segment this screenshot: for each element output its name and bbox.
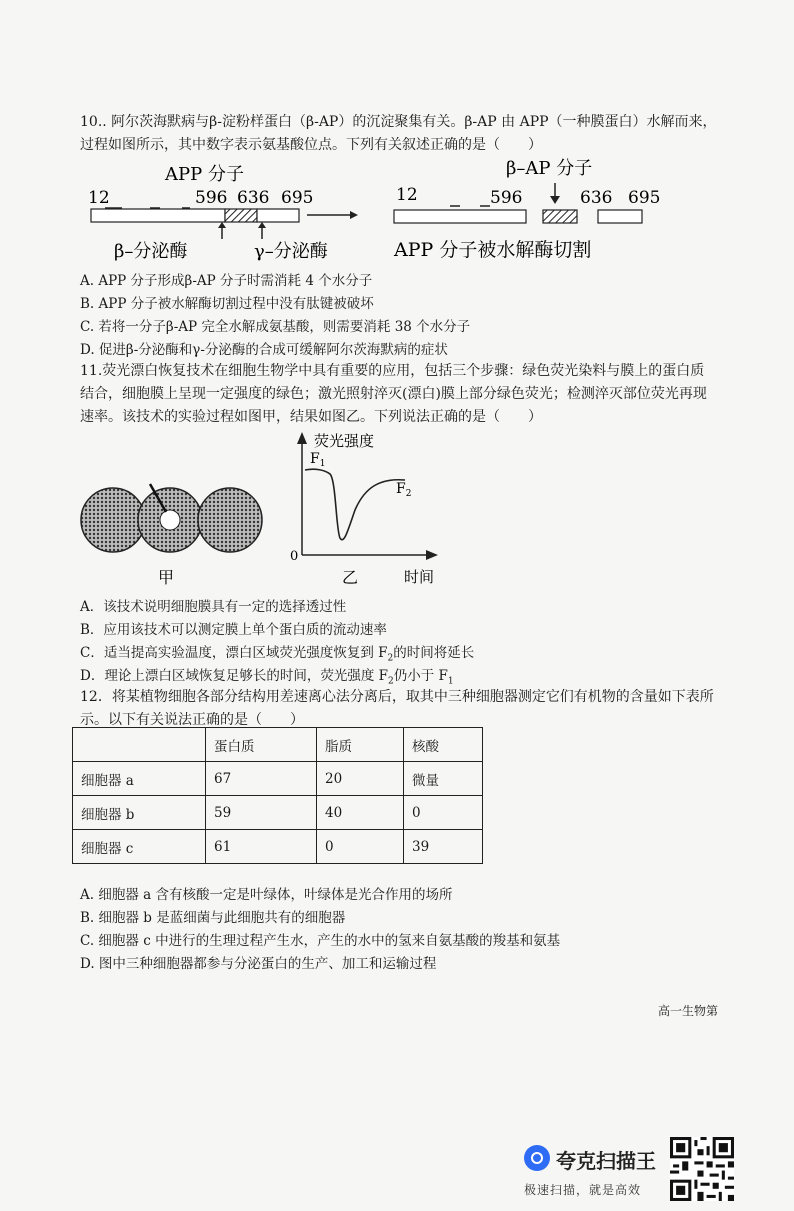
table-cell: 40	[317, 796, 404, 830]
q10-option-c: C. 若将一分子β-AP 完全水解成氨基酸，则需要消耗 38 个水分子	[80, 319, 471, 335]
x-axis-label: 时间	[404, 568, 435, 586]
q12-option-b: B. 细胞器 b 是蓝细菌与此细胞共有的细胞器	[80, 910, 346, 926]
app-segment-bap	[225, 209, 257, 222]
gamma-secretase-label: γ–分泌酶	[254, 241, 328, 262]
organelle-composition-table	[72, 727, 483, 864]
table-cell: 细胞器 a	[73, 762, 206, 796]
f1-label: $F_1$	[310, 451, 326, 469]
laser-beam	[150, 484, 166, 512]
right-site-695: 695	[628, 188, 661, 208]
table-header-row	[73, 728, 483, 762]
fragment-left	[394, 210, 526, 223]
q12-stem-line2: 示。以下有关说法正确的是（ ）	[80, 712, 304, 728]
table-header-cell	[73, 728, 206, 762]
fig-jia-label: 甲	[158, 568, 175, 587]
brand-slogan: 极速扫描，就是高效	[524, 1183, 642, 1197]
app-segment-left	[91, 209, 225, 222]
q10-option-d: D. 促进β-分泌酶和γ-分泌酶的合成可缓解阿尔茨海默病的症状	[80, 342, 448, 358]
table-cell: 67	[206, 762, 317, 796]
left-site-12: 12	[88, 188, 110, 208]
left-site-596: 596	[195, 188, 228, 208]
brand-name: 夸克扫描王	[556, 1149, 656, 1173]
table-row	[73, 796, 483, 830]
table-cell: 59	[206, 796, 317, 830]
cell-before	[81, 488, 145, 552]
bleached-spot	[160, 510, 180, 530]
cut-caption: APP 分子被水解酶切割	[394, 239, 592, 261]
left-site-636: 636	[237, 188, 270, 208]
quark-logo-icon	[524, 1145, 550, 1171]
table-row	[73, 830, 483, 864]
app-title: APP 分子	[165, 164, 244, 185]
q11-option-a: A．该技术说明细胞膜具有一定的选择透过性	[80, 599, 347, 615]
table-header-cell: 核酸	[404, 728, 483, 762]
table-cell: 61	[206, 830, 317, 864]
q10-option-a: A. APP 分子形成β-AP 分子时需消耗 4 个水分子	[80, 273, 373, 289]
table-cell: 0	[317, 830, 404, 864]
table-cell: 微量	[404, 762, 483, 796]
cell-bleached	[138, 488, 202, 552]
q11-option-b: B．应用该技术可以测定膜上单个蛋白质的流动速率	[80, 622, 387, 638]
q12-option-c: C. 细胞器 c 中进行的生理过程产生水，产生的水中的氢来自氨基酸的羧基和氨基	[80, 933, 561, 949]
q11-stem-line3: 速率。该技术的实验过程如图甲，结果如图乙。下列说法正确的是（ ）	[80, 409, 542, 425]
page-label: 高一生物第	[658, 1004, 719, 1018]
table-cell: 0	[404, 796, 483, 830]
q10-stem-line1: 10.. 阿尔茨海默病与β-淀粉样蛋白（β-AP）的沉淀聚集有关。β-AP 由 APP（一种膜蛋白）水解而来，	[80, 114, 717, 130]
f2-label: $F_2$	[396, 481, 412, 499]
cell-recovered	[198, 488, 262, 552]
q12-stem-line1: 12．将某植物细胞各部分结构用差速离心法分离后，取其中三种细胞器测定它们有机物的含量如下表所	[80, 689, 714, 705]
q11-option-d: D．理论上漂白区域恢复足够长的时间，荧光强度 $F_2$仍小于 $F_1$	[80, 668, 454, 687]
q12-option-a: A. 细胞器 a 含有核酸一定是叶绿体，叶绿体是光合作用的场所	[80, 887, 453, 903]
q10-stem-line2: 过程如图所示，其中数字表示氨基酸位点。下列有关叙述正确的是（ ）	[80, 137, 542, 153]
right-site-12: 12	[396, 185, 418, 205]
bap-title: β–AP 分子	[506, 158, 593, 179]
fragment-right	[598, 210, 642, 223]
q10-option-b: B. APP 分子被水解酶切割过程中没有肽键被破坏	[80, 296, 374, 312]
right-site-596: 596	[490, 188, 523, 208]
beta-secretase-label: β–分泌酶	[114, 241, 188, 262]
table-row	[73, 762, 483, 796]
y-axis-label: 荧光强度	[314, 432, 375, 450]
table-header-cell: 脂质	[317, 728, 404, 762]
fluorescence-curve	[305, 469, 405, 540]
app-segment-right	[257, 209, 299, 222]
table-cell: 20	[317, 762, 404, 796]
q11-stem-line1: 11.荧光漂白恢复技术在细胞生物学中具有重要的应用，包括三个步骤：绿色荧光染料与膜上的蛋白质	[80, 363, 705, 379]
q11-option-c: C．适当提高实验温度，漂白区域荧光强度恢复到 $F_2$的时间将延长	[80, 645, 475, 664]
fig-yi-label: 乙	[342, 568, 359, 587]
origin-label: 0	[290, 549, 299, 564]
table-cell: 细胞器 b	[73, 796, 206, 830]
q11-stem-line2: 结合，细胞膜上呈现一定强度的绿色；激光照射淬灭(漂白)膜上部分绿色荧光；检测淬灭部位荧光再现	[80, 386, 707, 402]
table-cell: 39	[404, 830, 483, 864]
right-site-636: 636	[580, 188, 613, 208]
left-site-695: 695	[281, 188, 314, 208]
table-header-cell: 蛋白质	[206, 728, 317, 762]
qr-code-icon	[670, 1137, 734, 1201]
q12-option-d: D. 图中三种细胞器都参与分泌蛋白的生产、加工和运输过程	[80, 956, 437, 972]
table-cell: 细胞器 c	[73, 830, 206, 864]
fragment-bap	[543, 210, 577, 223]
